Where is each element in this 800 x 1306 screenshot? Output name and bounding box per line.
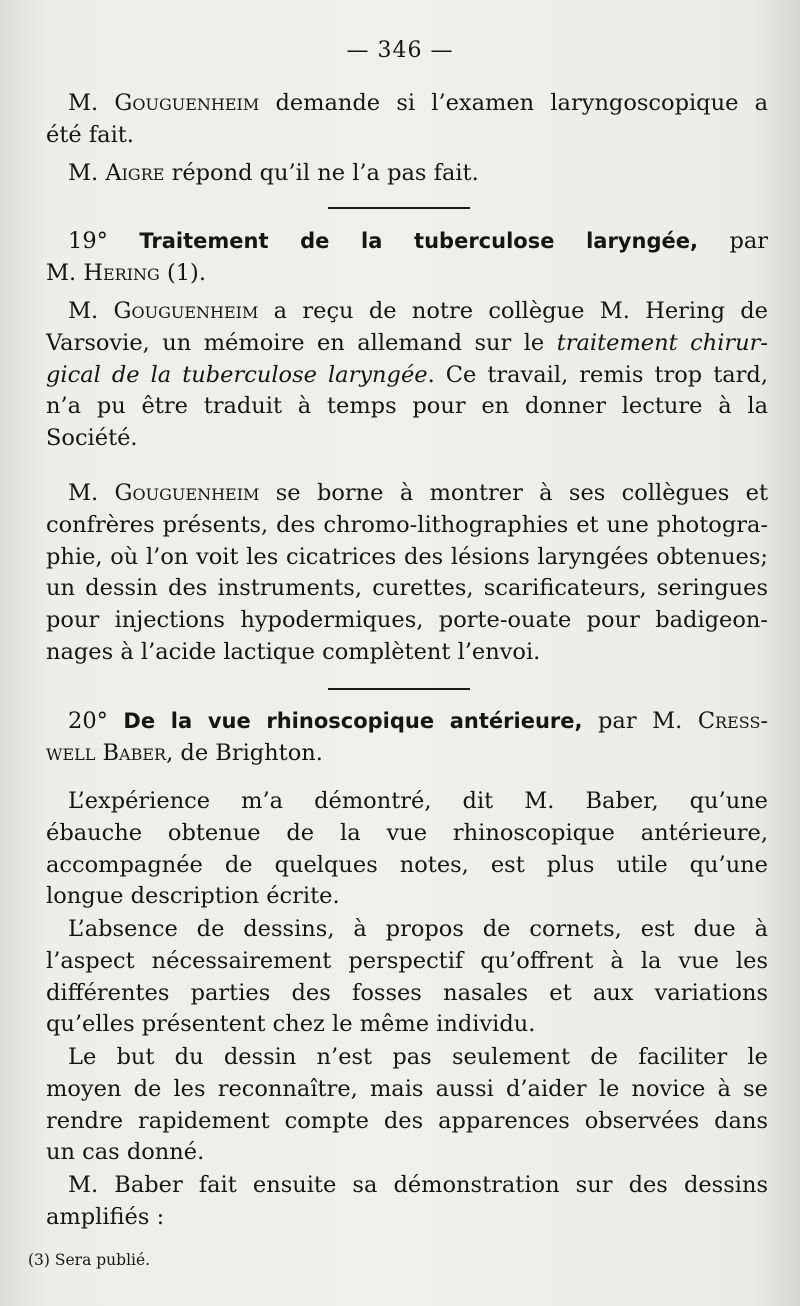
paragraph-baber-experience xyxy=(46,786,768,913)
text-line: qu’elles présentent chez le même individu. xyxy=(46,1011,536,1038)
text-line: amplifiés : xyxy=(46,1203,165,1230)
text-line: pour injections hypodermiques, porte-ouate pour badigeon- xyxy=(46,607,768,634)
section-19-by: par xyxy=(729,228,769,254)
text-line: M. Aigre répond qu’il ne l’a pas fait. xyxy=(68,160,479,186)
paragraph-absence-drawings xyxy=(46,914,768,1041)
section-19-title: Traitement de la tuberculose laryngée, xyxy=(139,229,698,253)
text-line: confrères présents, des chromo-lithographies et une photogra- xyxy=(46,511,768,538)
section-20-number: 20° xyxy=(68,708,108,734)
section-20-author: well Baber, de Brighton. xyxy=(46,739,323,766)
text-line: L’expérience m’a démontré, dit M. Baber, qu’une xyxy=(68,788,768,814)
section-19-heading xyxy=(46,226,768,290)
text-line: un dessin des instruments, curettes, scarificateurs, seringues xyxy=(46,575,768,602)
text-line: M. Gouguenheim a reçu de notre collègue M. Hering de xyxy=(68,298,769,324)
text-line: nages à l’acide lactique complètent l’envoi. xyxy=(46,638,541,665)
paragraph-gouguenheim-question xyxy=(46,88,768,152)
paragraph-baber-demonstration xyxy=(46,1170,768,1234)
text-line: l’aspect nécessairement perspectif qu’offrent à la vue les xyxy=(46,947,768,974)
text-line: Le but du dessin n’est pas seulement de faciliter le xyxy=(68,1044,768,1070)
text-line: M. Baber fait ensuite sa démonstration sur des dessins xyxy=(68,1172,768,1198)
section-20-heading xyxy=(46,706,768,770)
text-line: été fait. xyxy=(46,121,134,148)
text-line: longue description écrite. xyxy=(46,883,340,910)
text-line: rendre rapidement compte des apparences observées dans xyxy=(46,1107,768,1134)
text-line: M. Gouguenheim se borne à montrer à ses collègues et xyxy=(68,480,768,506)
text-line xyxy=(46,226,768,258)
paragraph-gouguenheim-shows xyxy=(46,478,768,669)
text-line: L’absence de dessins, à propos de cornets, est due à xyxy=(68,916,768,942)
footnote: (3) Sera publié. xyxy=(28,1251,151,1269)
text-line: M. Gouguenheim demande si l’examen laryngoscopique a xyxy=(68,90,768,116)
section-divider xyxy=(328,207,470,209)
section-19-author: M. Hering (1). xyxy=(46,259,206,286)
text-line: Société. xyxy=(46,425,138,452)
text-line: différentes parties des fosses nasales et aux variations xyxy=(46,979,768,1006)
text-line: un cas donné. xyxy=(46,1139,205,1166)
paragraph-purpose-drawing xyxy=(46,1042,768,1169)
text-line xyxy=(46,706,768,738)
text-line: n’a pu être traduit à temps pour en donner lecture à la xyxy=(46,393,768,420)
page-number: — 346 — xyxy=(346,38,454,63)
paragraph-hering-memoir xyxy=(46,296,768,455)
text-line: moyen de les reconnaître, mais aussi d’aider le novice à se xyxy=(46,1075,768,1102)
section-divider xyxy=(328,688,470,690)
text-line: phie, où l’on voit les cicatrices des lésions laryngées obtenues; xyxy=(46,543,768,570)
section-20-by: par M. Cress- xyxy=(598,708,769,734)
section-20-title: De la vue rhinoscopique antérieure, xyxy=(123,709,583,733)
text-line: gical de la tuberculose laryngée. Ce travail, remis trop tard, xyxy=(46,361,768,388)
text-line: Varsovie, un mémoire en allemand sur le traitement chirur- xyxy=(46,329,769,356)
text-line: accompagnée de quelques notes, est plus utile qu’une xyxy=(46,851,768,878)
section-19-number: 19° xyxy=(68,228,108,254)
paragraph-aigre-answer xyxy=(46,158,768,190)
text-line: ébauche obtenue de la vue rhinoscopique antérieure, xyxy=(46,819,768,846)
